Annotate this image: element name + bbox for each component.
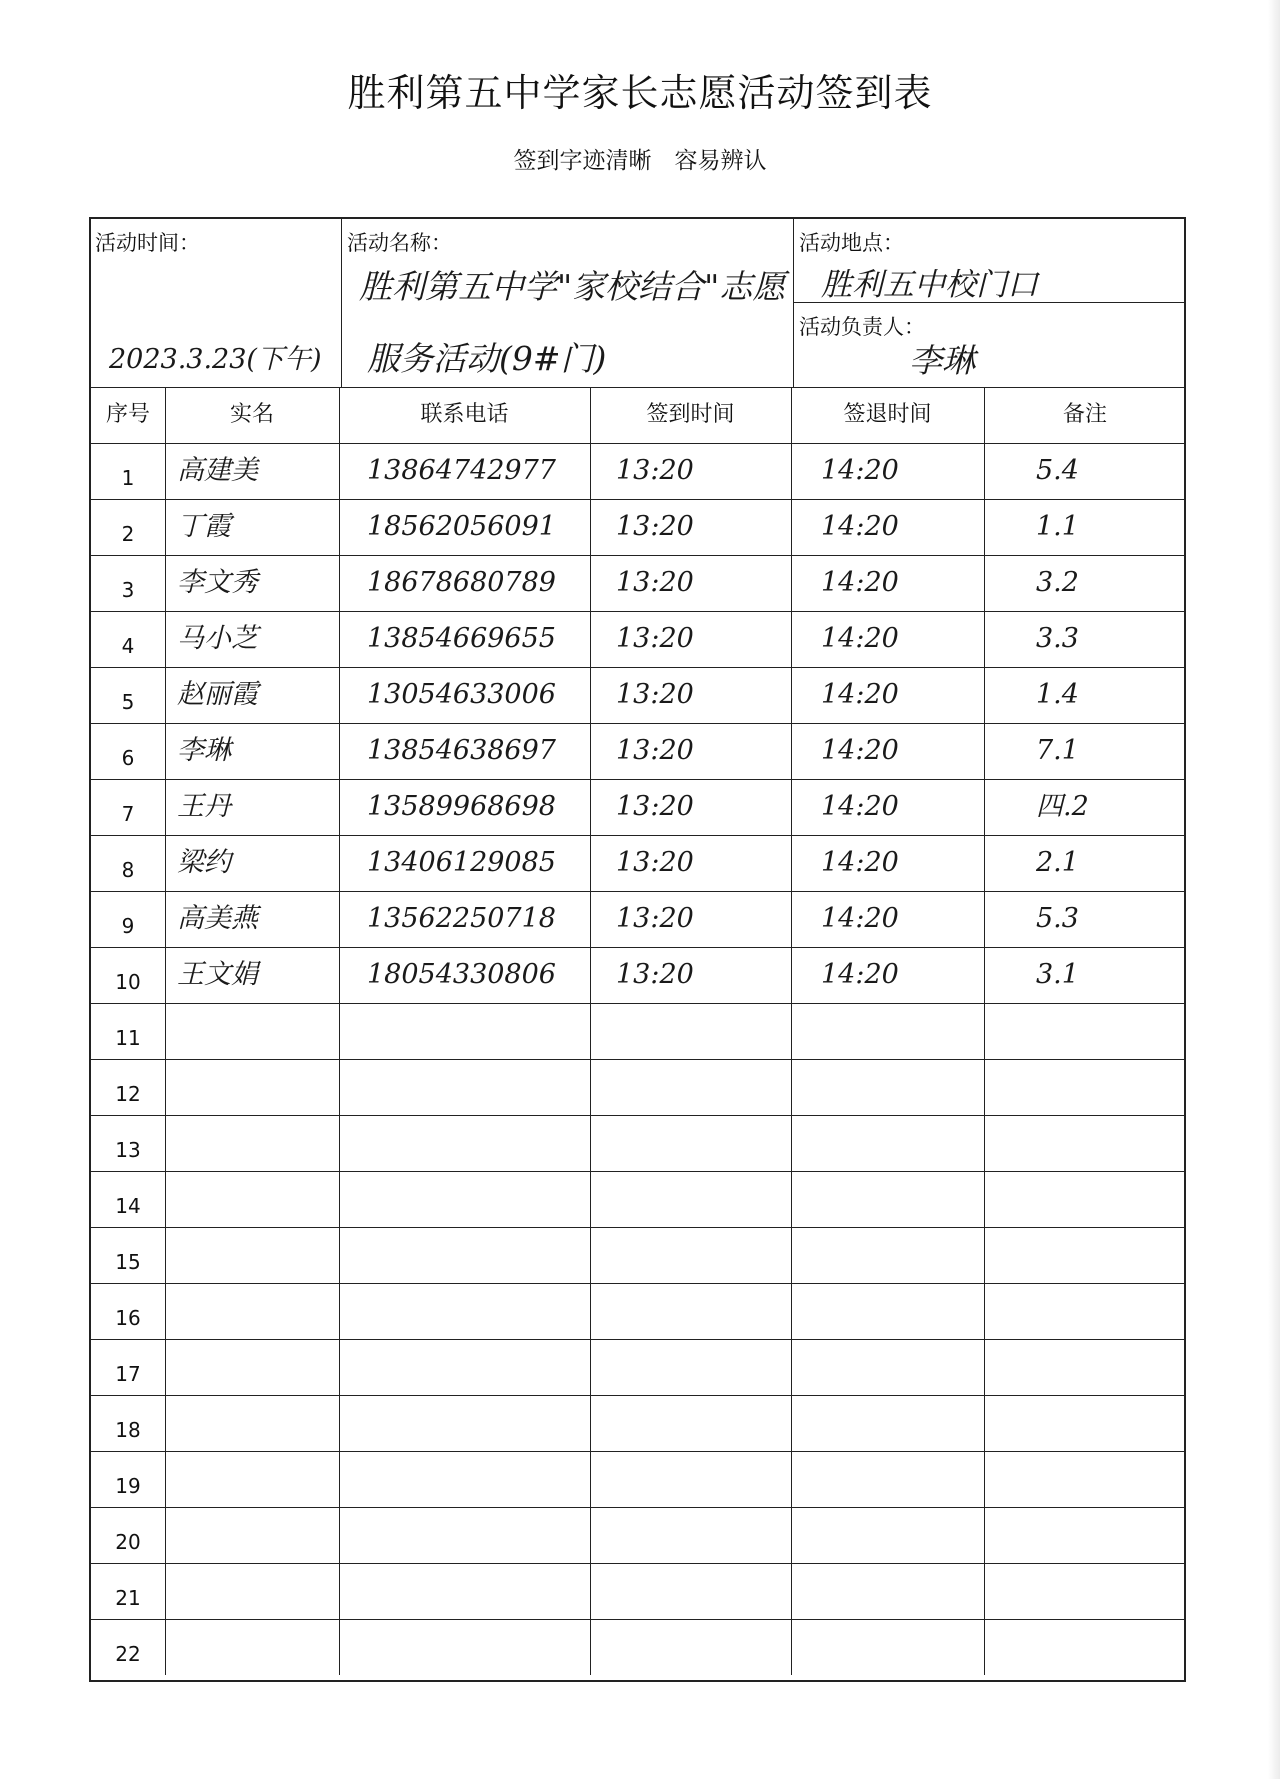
name-cell bbox=[177, 1451, 339, 1507]
row-index: 12 bbox=[115, 1082, 141, 1106]
checkout-cell: 14:20 bbox=[821, 511, 899, 542]
table-row bbox=[91, 1283, 1184, 1339]
checkin-cell: 13:20 bbox=[616, 455, 694, 486]
checkout-cell bbox=[821, 1619, 984, 1675]
row-index: 7 bbox=[121, 802, 135, 826]
row-index: 15 bbox=[115, 1250, 141, 1274]
table-row bbox=[91, 723, 1184, 779]
table-row bbox=[91, 667, 1184, 723]
name-cell: 王文娟 bbox=[177, 959, 258, 990]
divider bbox=[341, 219, 342, 387]
phone-cell: 13864742977 bbox=[367, 455, 556, 486]
remarks-cell bbox=[1036, 1619, 1186, 1675]
checkout-cell: 14:20 bbox=[821, 623, 899, 654]
table-row bbox=[91, 1003, 1184, 1059]
name-cell: 李琳 bbox=[177, 735, 231, 766]
name-cell: 王丹 bbox=[177, 791, 231, 822]
checkin-cell bbox=[616, 1115, 791, 1171]
table-row bbox=[91, 1395, 1184, 1451]
row-index: 19 bbox=[115, 1474, 141, 1498]
column-divider bbox=[791, 387, 792, 1675]
row-index: 2 bbox=[121, 522, 135, 546]
scan-edge bbox=[1268, 0, 1280, 1779]
header-checkout: 签退时间 bbox=[843, 402, 932, 427]
checkout-cell bbox=[821, 1507, 984, 1563]
table-row bbox=[91, 1059, 1184, 1115]
column-divider bbox=[984, 387, 985, 1675]
row-index: 17 bbox=[115, 1362, 141, 1386]
remarks-cell: 1.1 bbox=[1036, 511, 1079, 542]
checkin-cell: 13:20 bbox=[616, 511, 694, 542]
column-divider bbox=[590, 387, 591, 1675]
sign-in-sheet bbox=[89, 217, 1186, 1682]
attendance-table bbox=[91, 387, 1184, 1682]
header-name: 实名 bbox=[229, 402, 274, 427]
phone-cell: 13406129085 bbox=[367, 847, 556, 878]
name-cell bbox=[177, 1339, 339, 1395]
remarks-cell bbox=[1036, 1003, 1186, 1059]
row-index: 3 bbox=[121, 578, 135, 602]
remarks-cell bbox=[1036, 1059, 1186, 1115]
remarks-cell: 3.2 bbox=[1036, 567, 1079, 598]
checkin-cell bbox=[616, 1507, 791, 1563]
activity-time-value: 2023.3.23(下午) bbox=[109, 344, 322, 375]
name-cell: 梁约 bbox=[177, 847, 231, 878]
checkout-cell: 14:20 bbox=[821, 567, 899, 598]
checkout-cell bbox=[821, 1339, 984, 1395]
row-index: 20 bbox=[115, 1530, 141, 1554]
activity-place-value: 胜利五中校门口 bbox=[821, 267, 1038, 303]
phone-cell: 13854638697 bbox=[367, 735, 556, 766]
checkout-cell bbox=[821, 1115, 984, 1171]
remarks-cell: 7.1 bbox=[1036, 735, 1079, 766]
name-cell bbox=[177, 1003, 339, 1059]
phone-cell: 13562250718 bbox=[367, 903, 556, 934]
table-row bbox=[91, 1619, 1184, 1675]
remarks-cell bbox=[1036, 1563, 1186, 1619]
checkin-cell bbox=[616, 1003, 791, 1059]
table-row bbox=[91, 1115, 1184, 1171]
row-index: 5 bbox=[121, 690, 135, 714]
header-phone: 联系电话 bbox=[420, 402, 509, 427]
row-index: 16 bbox=[115, 1306, 141, 1330]
checkin-cell: 13:20 bbox=[616, 791, 694, 822]
name-cell bbox=[177, 1507, 339, 1563]
row-index: 8 bbox=[121, 858, 135, 882]
row-index: 9 bbox=[121, 914, 135, 938]
checkin-cell: 13:20 bbox=[616, 903, 694, 934]
checkin-cell bbox=[616, 1563, 791, 1619]
table-row bbox=[91, 1227, 1184, 1283]
name-cell bbox=[177, 1619, 339, 1675]
row-index: 14 bbox=[115, 1194, 141, 1218]
name-cell: 马小芝 bbox=[177, 623, 258, 654]
phone-cell: 13589968698 bbox=[367, 791, 556, 822]
phone-cell bbox=[367, 1003, 590, 1059]
checkout-cell bbox=[821, 1395, 984, 1451]
checkin-cell: 13:20 bbox=[616, 847, 694, 878]
page-title: 胜利第五中学家长志愿活动签到表 bbox=[347, 71, 933, 115]
phone-cell bbox=[367, 1115, 590, 1171]
name-cell bbox=[177, 1115, 339, 1171]
table-row bbox=[91, 499, 1184, 555]
checkin-cell: 13:20 bbox=[616, 567, 694, 598]
checkout-cell bbox=[821, 1171, 984, 1227]
table-row bbox=[91, 891, 1184, 947]
checkin-cell bbox=[616, 1395, 791, 1451]
checkin-cell bbox=[616, 1283, 791, 1339]
phone-cell bbox=[367, 1171, 590, 1227]
remarks-cell: 5.3 bbox=[1036, 903, 1079, 934]
name-cell bbox=[177, 1283, 339, 1339]
table-row bbox=[91, 1507, 1184, 1563]
checkout-cell bbox=[821, 1227, 984, 1283]
name-cell bbox=[177, 1227, 339, 1283]
activity-name-value-line2: 服务活动(9#门) bbox=[367, 339, 607, 378]
name-cell bbox=[177, 1171, 339, 1227]
header-checkin: 签到时间 bbox=[646, 402, 735, 427]
table-row bbox=[91, 1339, 1184, 1395]
remarks-cell bbox=[1036, 1451, 1186, 1507]
row-index: 1 bbox=[121, 466, 135, 490]
name-cell bbox=[177, 1395, 339, 1451]
table-row bbox=[91, 1563, 1184, 1619]
column-divider bbox=[165, 387, 166, 1675]
phone-cell bbox=[367, 1619, 590, 1675]
remarks-cell: 5.4 bbox=[1036, 455, 1079, 486]
checkin-cell: 13:20 bbox=[616, 679, 694, 710]
row-index: 10 bbox=[115, 970, 141, 994]
remarks-cell bbox=[1036, 1227, 1186, 1283]
name-cell: 丁霞 bbox=[177, 511, 231, 542]
name-cell: 李文秀 bbox=[177, 567, 258, 598]
row-index: 22 bbox=[115, 1642, 141, 1666]
activity-time-label: 活动时间： bbox=[95, 231, 200, 255]
checkin-cell: 13:20 bbox=[616, 959, 694, 990]
phone-cell: 18054330806 bbox=[367, 959, 556, 990]
remarks-cell: 四.2 bbox=[1036, 791, 1089, 822]
name-cell: 高美燕 bbox=[177, 903, 258, 934]
remarks-cell bbox=[1036, 1171, 1186, 1227]
checkout-cell bbox=[821, 1283, 984, 1339]
activity-leader-value: 李琳 bbox=[909, 341, 975, 380]
phone-cell: 13854669655 bbox=[367, 623, 556, 654]
row-index: 11 bbox=[115, 1026, 141, 1050]
phone-cell: 18562056091 bbox=[367, 511, 556, 542]
activity-name-value-line1: 胜利第五中学"家校结合"志愿 bbox=[359, 267, 786, 306]
row-index: 18 bbox=[115, 1418, 141, 1442]
table-row bbox=[91, 835, 1184, 891]
phone-cell bbox=[367, 1283, 590, 1339]
phone-cell: 13054633006 bbox=[367, 679, 556, 710]
remarks-cell: 1.4 bbox=[1036, 679, 1079, 710]
remarks-cell: 3.3 bbox=[1036, 623, 1079, 654]
activity-place-label: 活动地点： bbox=[799, 231, 904, 255]
header-remarks: 备注 bbox=[1062, 402, 1107, 427]
activity-leader-label: 活动负责人： bbox=[799, 315, 925, 339]
activity-name-label: 活动名称： bbox=[347, 231, 452, 255]
checkin-cell bbox=[616, 1619, 791, 1675]
remarks-cell bbox=[1036, 1507, 1186, 1563]
phone-cell bbox=[367, 1451, 590, 1507]
checkout-cell: 14:20 bbox=[821, 735, 899, 766]
table-row bbox=[91, 1171, 1184, 1227]
checkin-cell bbox=[616, 1451, 791, 1507]
page-subtitle: 签到字迹清晰 容易辨认 bbox=[513, 148, 767, 174]
phone-cell bbox=[367, 1395, 590, 1451]
checkout-cell: 14:20 bbox=[821, 959, 899, 990]
checkout-cell bbox=[821, 1451, 984, 1507]
name-cell: 赵丽霞 bbox=[177, 679, 258, 710]
checkout-cell bbox=[821, 1563, 984, 1619]
phone-cell: 18678680789 bbox=[367, 567, 556, 598]
divider bbox=[793, 219, 794, 387]
remarks-cell bbox=[1036, 1339, 1186, 1395]
phone-cell bbox=[367, 1563, 590, 1619]
name-cell bbox=[177, 1563, 339, 1619]
checkout-cell: 14:20 bbox=[821, 679, 899, 710]
remarks-cell bbox=[1036, 1115, 1186, 1171]
name-cell bbox=[177, 1059, 339, 1115]
checkin-cell bbox=[616, 1339, 791, 1395]
table-header bbox=[91, 387, 1184, 443]
checkout-cell bbox=[821, 1059, 984, 1115]
phone-cell bbox=[367, 1339, 590, 1395]
checkin-cell bbox=[616, 1171, 791, 1227]
table-row bbox=[91, 611, 1184, 667]
column-divider bbox=[339, 387, 340, 1675]
checkout-cell: 14:20 bbox=[821, 455, 899, 486]
checkout-cell: 14:20 bbox=[821, 847, 899, 878]
checkin-cell bbox=[616, 1227, 791, 1283]
checkin-cell: 13:20 bbox=[616, 623, 694, 654]
name-cell: 高建美 bbox=[177, 455, 258, 486]
table-row bbox=[91, 443, 1184, 499]
phone-cell bbox=[367, 1227, 590, 1283]
remarks-cell bbox=[1036, 1395, 1186, 1451]
table-row bbox=[91, 947, 1184, 1003]
row-index: 13 bbox=[115, 1138, 141, 1162]
row-divider bbox=[91, 443, 1184, 444]
row-index: 4 bbox=[121, 634, 135, 658]
row-index: 6 bbox=[121, 746, 135, 770]
checkin-cell: 13:20 bbox=[616, 735, 694, 766]
table-row bbox=[91, 779, 1184, 835]
checkout-cell: 14:20 bbox=[821, 791, 899, 822]
remarks-cell: 3.1 bbox=[1036, 959, 1079, 990]
remarks-cell bbox=[1036, 1283, 1186, 1339]
phone-cell bbox=[367, 1059, 590, 1115]
table-row bbox=[91, 555, 1184, 611]
phone-cell bbox=[367, 1507, 590, 1563]
checkin-cell bbox=[616, 1059, 791, 1115]
checkout-cell bbox=[821, 1003, 984, 1059]
header-index: 序号 bbox=[105, 402, 150, 427]
row-index: 21 bbox=[115, 1586, 141, 1610]
remarks-cell: 2.1 bbox=[1036, 847, 1079, 878]
table-row bbox=[91, 1451, 1184, 1507]
checkout-cell: 14:20 bbox=[821, 903, 899, 934]
